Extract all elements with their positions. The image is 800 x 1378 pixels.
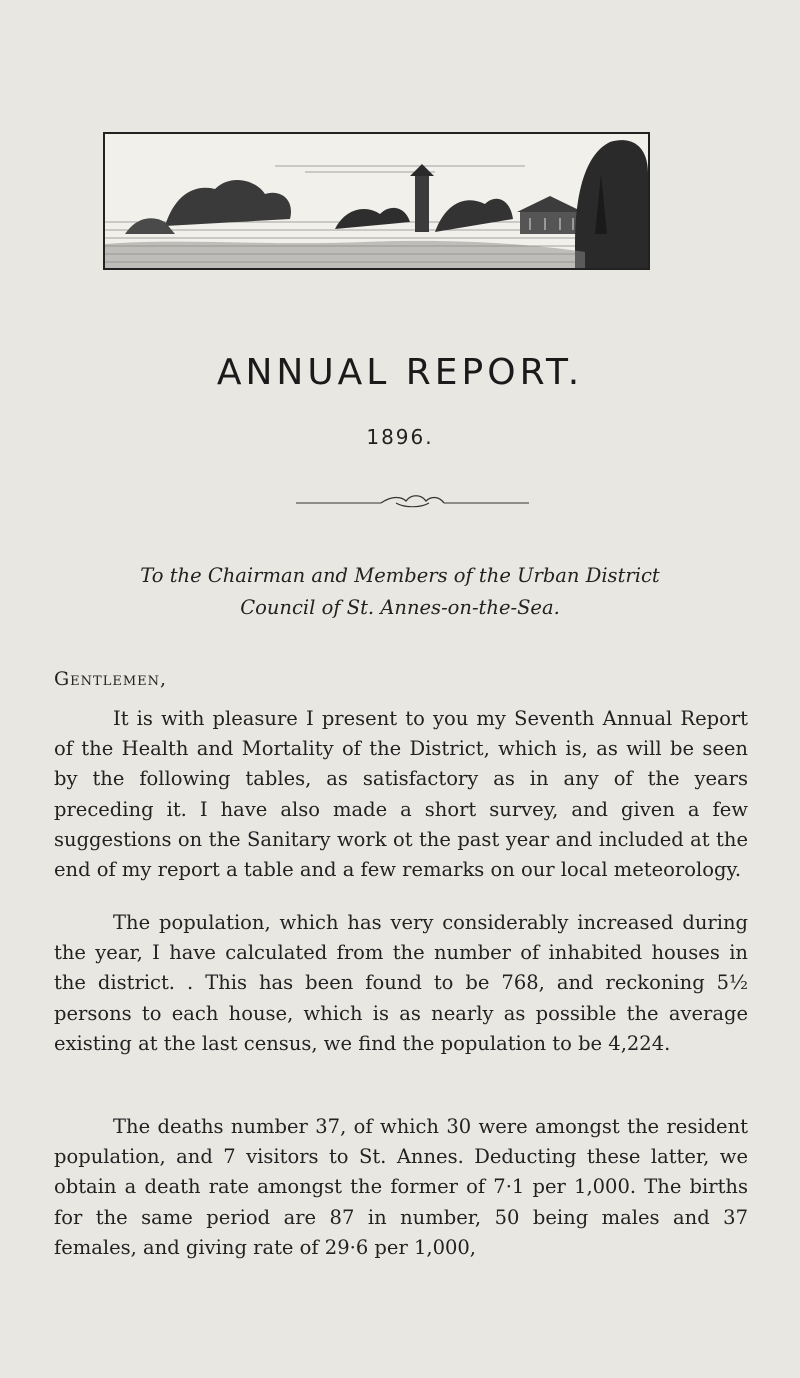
salutation: Gentlemen, xyxy=(54,668,168,690)
report-year: 1896. xyxy=(366,425,434,449)
landscape-engraving xyxy=(103,132,650,270)
paragraph-introduction: It is with pleasure I present to you my Seventh Annual Report of the Health and Mortality of the District, which is, as will be seen by the following tables, as satisfactory as in any of the years preceding it. I have also made a short survey, and given a few suggestions on the Sanitary work ot the past year and included at the end of my report a table and a few remarks on our local meteorology. xyxy=(54,707,748,882)
report-title: ANNUAL REPORT. xyxy=(216,352,584,393)
addressee-line-1: To the Chairman and Members of the Urban District xyxy=(140,564,660,587)
paragraph-population: The population, which has very considerably increased during the year, I have calculated from the number of inhabited houses in the district. . This has been found to be 768, and reckoning 5½ persons to each house, which is as nearly as possible the average existing at the last census, we find the population to be 4,224. xyxy=(54,911,748,1055)
paragraph-deaths-births: The deaths number 37, of which 30 were amongst the resident population, and 7 visitors to St. Annes. Deducting these latter, we obtain a death rate amongst the former of 7·1 per 1,000. The births for the same period are 87 in number, 50 being males and 37 females, and giving rate of 29·6 per 1,000, xyxy=(54,1115,748,1259)
ornamental-divider xyxy=(296,492,529,510)
addressee-block xyxy=(60,560,740,624)
addressee-line-2: Council of St. Annes-on-the-Sea. xyxy=(240,596,560,619)
engraving-illustration xyxy=(105,134,648,268)
